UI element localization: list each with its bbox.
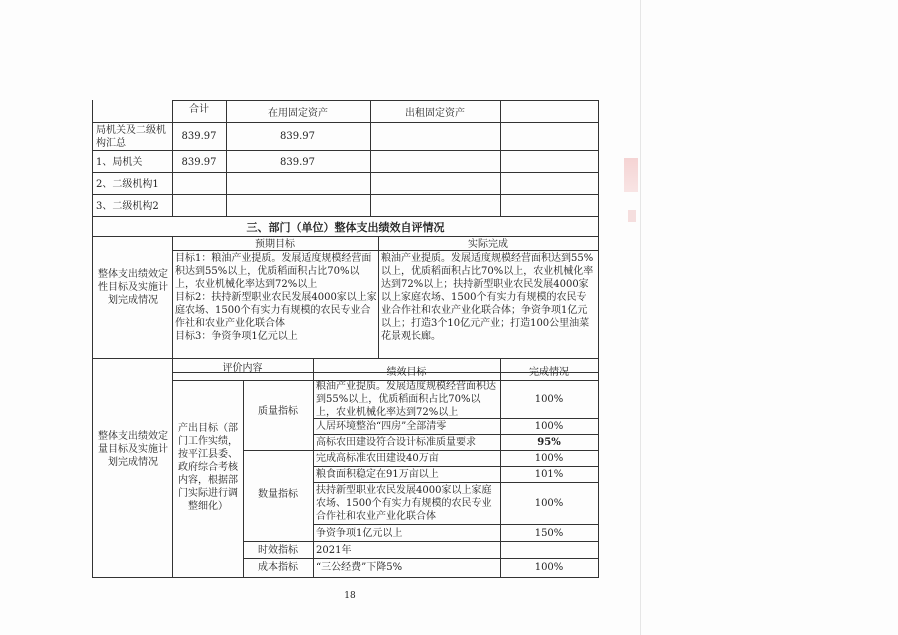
row-in-use: 839.97 xyxy=(280,157,315,168)
row-label: 2、二级机构1 xyxy=(96,179,159,190)
eval-row-label: 整体支出绩效定量目标及实施计划完成情况 xyxy=(98,431,168,468)
rule xyxy=(92,358,599,359)
rule xyxy=(378,236,379,358)
expected-text: 目标1：粮油产业提质。发展适度规模经营面积达到55%以上，优质稻面积占比70%以上，农业机械化率达到72%以上 目标2：扶持新型职业农民发展4000家以上家庭农场、1500个有实力有规模的农民专业合作社和农业产业化联合体 目标3：争资争项1亿元以上 xyxy=(175,253,377,342)
rule xyxy=(243,558,599,559)
cost-label: 成本指标 xyxy=(258,562,298,573)
rule xyxy=(92,236,599,237)
quantity-target: 扶持新型职业农民发展4000家以上家庭农场、1500个有实力有规模的农民专业合作社和农业产业化联合体 xyxy=(316,485,492,522)
rule xyxy=(92,216,599,217)
rule xyxy=(172,100,599,101)
quality-result: 95% xyxy=(537,437,561,448)
section-title: 三、部门（单位）整体支出绩效自评情况 xyxy=(246,221,445,234)
col-expected-header: 预期目标 xyxy=(255,239,295,250)
actual-text: 粮油产业提质。发展适度规模经营面积达到55%以上，优质稻面积占比70%以上，农业机械化率达到72%以上；扶持新型职业农民发展4000家以上家庭农场、1500个有实力有规模的农民专业合作社和农业产业化联合体；争资争项1亿元以上；打造3个10亿元产业；打造100公里油菜花景观长廊。 xyxy=(381,253,594,342)
header-rented: 出租固定资产 xyxy=(405,108,465,119)
col-content-header: 评价内容 xyxy=(222,363,263,374)
rule xyxy=(243,450,599,451)
red-stamp-mark-small xyxy=(628,210,636,222)
rule xyxy=(172,358,173,578)
quantity-result: 101% xyxy=(534,469,564,480)
rule xyxy=(172,380,313,381)
scan-edge xyxy=(640,0,641,635)
rule xyxy=(500,100,501,216)
row-total: 839.97 xyxy=(181,131,217,142)
col-target-header: 绩效目标 xyxy=(386,367,427,378)
rule xyxy=(92,122,599,123)
red-stamp-mark xyxy=(624,158,638,192)
quantity-result: 100% xyxy=(534,453,564,464)
col-actual-header: 实际完成 xyxy=(468,239,508,250)
page-number: 18 xyxy=(344,591,356,601)
rule xyxy=(313,466,599,467)
quantity-result: 100% xyxy=(534,498,564,509)
quantity-label: 数量指标 xyxy=(258,489,298,500)
quantity-result: 150% xyxy=(534,528,564,539)
cost-target: “三公经费”下降5% xyxy=(316,562,403,573)
rule xyxy=(313,434,599,435)
rule xyxy=(313,482,599,483)
quantity-target: 粮食面积稳定在91万亩以上 xyxy=(316,469,439,480)
quality-target: 高标农田建设符合设计标准质量要求 xyxy=(316,437,476,448)
quality-target: 人居环境整治“四房”全部清零 xyxy=(316,421,447,432)
rule xyxy=(92,172,599,173)
rule xyxy=(92,577,599,578)
plan-row-label: 整体支出绩效定性目标及实施计划完成情况 xyxy=(98,269,168,306)
rule xyxy=(243,541,599,542)
row-label: 局机关及二级机构汇总 xyxy=(96,125,166,149)
rule xyxy=(172,236,173,358)
rule xyxy=(313,524,599,525)
quality-result: 100% xyxy=(534,394,564,405)
rule xyxy=(313,418,599,419)
output-target-label: 产出目标（部门工作实绩，按平江县委、政府综合考核内容，根据部门实际进行调整细化） xyxy=(178,423,238,512)
rule xyxy=(92,150,599,151)
quantity-target: 完成高标准农田建设40万亩 xyxy=(316,453,439,464)
quality-label: 质量指标 xyxy=(258,406,298,417)
quality-target: 粮油产业提质。发展适度规模经营面积达到55%以上，优质稻面积占比70%以上，农业机械化率达到72%以上 xyxy=(316,381,496,418)
time-target: 2021年 xyxy=(316,545,352,556)
header-in-use: 在用固定资产 xyxy=(268,108,328,119)
row-label: 1、局机关 xyxy=(96,157,143,168)
row-in-use: 839.97 xyxy=(280,131,315,142)
row-label: 3、二级机构2 xyxy=(96,201,159,212)
rule xyxy=(313,358,314,578)
quantity-target: 争资争项1亿元以上 xyxy=(316,528,403,539)
row-total: 839.97 xyxy=(181,157,217,168)
cost-result: 100% xyxy=(534,562,564,573)
rule xyxy=(92,194,599,195)
header-total: 合计 xyxy=(189,104,209,115)
col-completion-header: 完成情况 xyxy=(529,367,569,378)
quality-result: 100% xyxy=(534,421,564,432)
time-label: 时效指标 xyxy=(258,545,298,556)
